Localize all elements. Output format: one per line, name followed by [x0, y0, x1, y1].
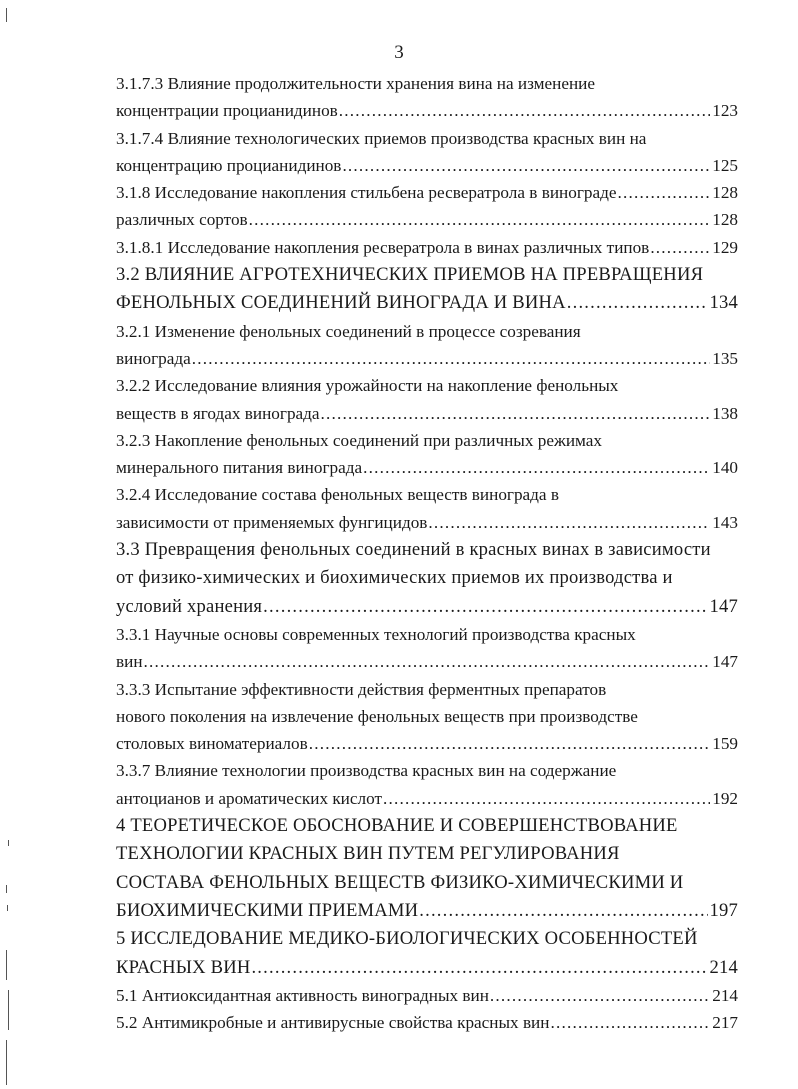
toc-entry: [116, 982, 738, 1009]
toc-entry: [116, 1009, 738, 1036]
toc-entry-last-line: [116, 234, 738, 261]
toc-entry-title: минерального питания винограда: [116, 458, 363, 478]
toc-entry-last-line: [116, 206, 738, 233]
toc-entry: [116, 621, 738, 676]
toc-entry: [116, 179, 738, 206]
scan-mark: [8, 990, 9, 1030]
toc-dot-leader: [342, 152, 710, 179]
toc-entry-last-line: [116, 785, 738, 812]
toc-entry-title: винограда: [116, 348, 191, 368]
toc-entry-last-line: [116, 345, 738, 372]
toc-entry-title: 3.1.8 Исследование накопления стильбена ресвератрола в винограде: [116, 183, 617, 203]
toc-dot-leader: [363, 454, 710, 481]
scan-mark: [8, 840, 9, 846]
toc-entry: [116, 676, 738, 758]
toc-page-number: 143: [712, 512, 738, 532]
toc-entry-last-line: [116, 400, 738, 427]
toc-page-number: 159: [712, 734, 738, 754]
toc-entry-title: концентрацию процианидинов: [116, 155, 342, 175]
toc-entry-title: БИОХИМИЧЕСКИМИ ПРИЕМАМИ: [116, 899, 419, 921]
toc-entry-line: от физико-химических и биохимических приемов их производства и: [116, 567, 673, 589]
toc-page-number: 129: [712, 237, 738, 257]
toc-entry-line: 3.3.3 Испытание эффективности действия ферментных препаратов: [116, 679, 607, 699]
toc-page-number: 125: [712, 155, 738, 175]
toc-entry-last-line: [116, 648, 738, 675]
toc-entry-line: ТЕХНОЛОГИИ КРАСНЫХ ВИН ПУТЕМ РЕГУЛИРОВАНИЯ: [116, 843, 620, 865]
toc-page-number: 192: [712, 788, 738, 808]
toc-dot-leader: [192, 345, 710, 372]
toc-page-number: 147: [709, 595, 738, 617]
toc-page-number: 217: [712, 1013, 738, 1033]
toc-page-number: 214: [712, 985, 738, 1005]
toc-dot-leader: [249, 206, 711, 233]
scan-margin-marks: [0, 0, 14, 1089]
toc-entry-title: антоцианов и ароматических кислот: [116, 788, 382, 808]
toc-entry: [116, 925, 738, 982]
toc-entry: [116, 70, 738, 125]
toc-dot-leader: [309, 730, 710, 757]
toc-entry-last-line: [116, 509, 738, 536]
toc-entry-title: столовых виноматериалов: [116, 734, 308, 754]
toc-dot-leader: [650, 234, 710, 261]
toc-entry: [116, 481, 738, 536]
toc-entry-last-line: [116, 1009, 738, 1036]
toc-dot-leader: [339, 97, 710, 124]
toc-entry: [116, 427, 738, 482]
toc-entry-last-line: [116, 954, 738, 982]
toc-entry-title: условий хранения: [116, 595, 263, 617]
toc-dot-leader: [419, 897, 707, 925]
toc-dot-leader: [321, 400, 711, 427]
scan-mark: [6, 885, 7, 893]
toc-entry-last-line: [116, 730, 738, 757]
toc-entry: [116, 536, 738, 621]
toc-entry-title: 5.1 Антиоксидантная активность виноградных вин: [116, 985, 489, 1005]
toc-entry: [116, 234, 738, 261]
toc-dot-leader: [490, 982, 710, 1009]
toc-entry-line: 3.2.2 Исследование влияния урожайности на накопление фенольных: [116, 376, 619, 396]
toc-entry-line: 3.3.7 Влияние технологии производства красных вин на содержание: [116, 761, 617, 781]
toc-page-number: 128: [712, 210, 738, 230]
toc-entry-last-line: [116, 982, 738, 1009]
toc-entry-title: различных сортов: [116, 210, 248, 230]
table-of-contents: [116, 70, 738, 1036]
toc-entry-line: 3.2.3 Накопление фенольных соединений при различных режимах: [116, 430, 603, 450]
toc-entry-last-line: [116, 152, 738, 179]
toc-page-number: 138: [712, 403, 738, 423]
scan-mark: [6, 950, 7, 980]
toc-dot-leader: [263, 593, 707, 621]
toc-page-number: 147: [712, 652, 738, 672]
toc-entry-last-line: [116, 897, 738, 925]
toc-page-number: 197: [709, 899, 738, 921]
scan-mark: [7, 905, 8, 911]
toc-entry-line: 4 ТЕОРЕТИЧЕСКОЕ ОБОСНОВАНИЕ И СОВЕРШЕНСТВОВАНИЕ: [116, 815, 678, 837]
toc-entry-title: вин: [116, 652, 143, 672]
toc-entry-last-line: [116, 454, 738, 481]
toc-entry-line: 3.2.1 Изменение фенольных соединений в процессе созревания: [116, 321, 581, 341]
toc-dot-leader: [567, 289, 708, 317]
toc-entry-last-line: [116, 289, 738, 317]
toc-entry-last-line: [116, 179, 738, 206]
toc-entry-title: концентрации процианидинов: [116, 101, 338, 121]
toc-entry-line: СОСТАВА ФЕНОЛЬНЫХ ВЕЩЕСТВ ФИЗИКО-ХИМИЧЕСКИМИ И: [116, 871, 684, 893]
toc-entry: [116, 812, 738, 925]
toc-page-number: 140: [712, 458, 738, 478]
toc-entry: [116, 261, 738, 318]
toc-entry-line: 3.3 Превращения фенольных соединений в красных винах в зависимости: [116, 539, 711, 561]
toc-entry: [116, 757, 738, 812]
toc-page-number: 134: [709, 292, 738, 314]
toc-entry-line: нового поколения на извлечение фенольных веществ при производстве: [116, 706, 638, 726]
toc-page-number: 214: [709, 956, 738, 978]
toc-dot-leader: [383, 785, 710, 812]
page-number: 3: [394, 42, 404, 63]
toc-page-number: 135: [712, 348, 738, 368]
toc-entry-last-line: [116, 593, 738, 621]
toc-entry-line: 5 ИССЛЕДОВАНИЕ МЕДИКО-БИОЛОГИЧЕСКИХ ОСОБЕННОСТЕЙ: [116, 928, 698, 950]
toc-entry-line: 3.1.7.3 Влияние продолжительности хранения вина на изменение: [116, 74, 595, 93]
toc-entry-title: 3.1.8.1 Исследование накопления ресвератрола в винах различных типов: [116, 237, 650, 257]
toc-dot-leader: [550, 1009, 710, 1036]
toc-entry-line: 3.2.4 Исследование состава фенольных веществ винограда в: [116, 485, 559, 505]
toc-entry: [116, 206, 738, 233]
toc-entry-line: 3.2 ВЛИЯНИЕ АГРОТЕХНИЧЕСКИХ ПРИЕМОВ НА ПРЕВРАЩЕНИЯ: [116, 264, 704, 286]
scan-mark: [6, 8, 7, 22]
toc-entry-title: веществ в ягодах винограда: [116, 403, 320, 423]
toc-entry-last-line: [116, 97, 738, 124]
toc-entry-title: ФЕНОЛЬНЫХ СОЕДИНЕНИЙ ВИНОГРАДА И ВИНА: [116, 292, 566, 314]
toc-dot-leader: [144, 648, 711, 675]
toc-entry-line: 3.1.7.4 Влияние технологических приемов производства красных вин на: [116, 128, 647, 148]
toc-entry-title: зависимости от применяемых фунгицидов: [116, 512, 428, 532]
toc-dot-leader: [617, 179, 710, 206]
toc-entry: [116, 125, 738, 180]
toc-dot-leader: [428, 509, 710, 536]
scan-mark: [6, 1040, 7, 1085]
toc-entry: [116, 372, 738, 427]
toc-entry: [116, 318, 738, 373]
toc-dot-leader: [251, 954, 707, 982]
toc-page-number: 128: [712, 183, 738, 203]
toc-entry-title: 5.2 Антимикробные и антивирусные свойства красных вин: [116, 1013, 550, 1033]
toc-page-number: 123: [712, 101, 738, 121]
toc-entry-line: 3.3.1 Научные основы современных технологий производства красных: [116, 624, 636, 644]
toc-entry-title: КРАСНЫХ ВИН: [116, 956, 251, 978]
